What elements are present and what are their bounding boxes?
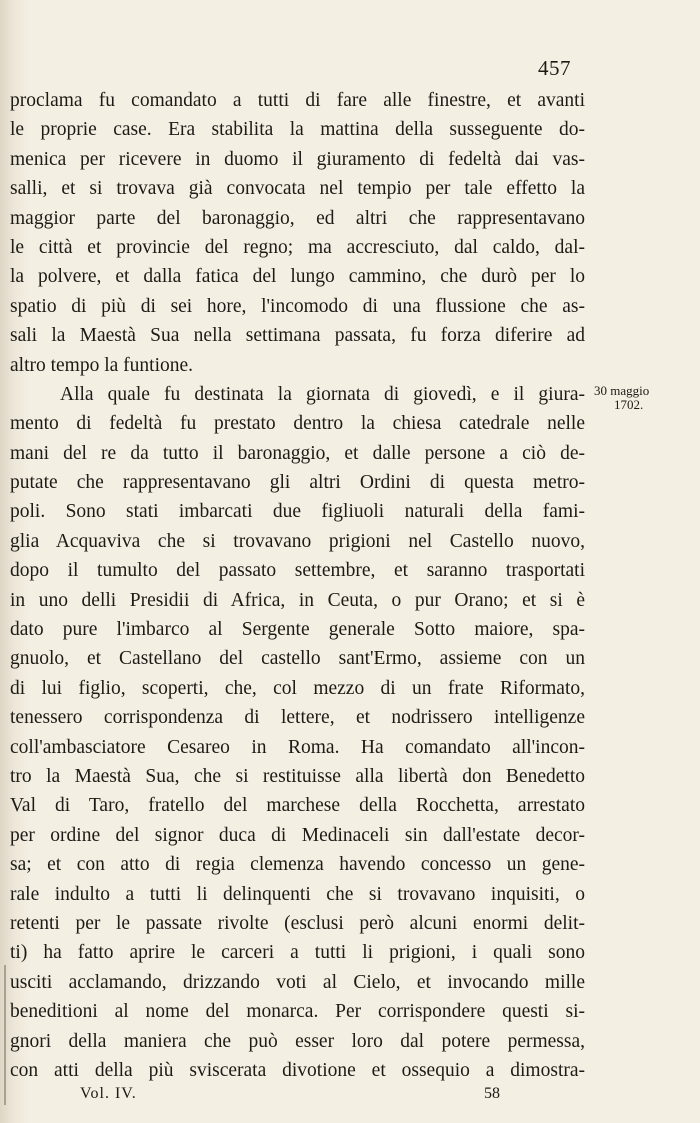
paragraph-end-line: altro tempo la funtione. bbox=[10, 354, 194, 376]
text-line: gnori della maniera che può esser loro dal potere permessa, bbox=[10, 1030, 585, 1052]
margin-date-note bbox=[594, 384, 674, 412]
text-line: poli. Sono stati imbarcati due figliuoli naturali della fami- bbox=[10, 501, 585, 523]
footer-signature: 58 bbox=[484, 1085, 500, 1102]
text-line: con atti della più sviscerata divotione et ossequio a dimostra- bbox=[10, 1059, 585, 1081]
text-line: mani del re da tutto il baronaggio, et dalle persone a ciò de- bbox=[10, 442, 585, 464]
text-line: Val di Taro, fratello del marchese della Rocchetta, arrestato bbox=[10, 795, 585, 817]
paragraph-start-line: Alla quale fu destinata la giornata di giovedì, e il giura- bbox=[60, 383, 585, 405]
text-line: proclama fu comandato a tutti di fare alle finestre, et avanti bbox=[10, 90, 585, 111]
gutter-mark bbox=[4, 965, 6, 1105]
text-line: sa; et con atto di regia clemenza havendo concesso un gene- bbox=[10, 854, 585, 876]
text-line: sali la Maestà Sua nella settimana passata, fu forza diferire ad bbox=[10, 325, 585, 347]
text-line: menica per ricevere in duomo il giuramento di fedeltà dai vas- bbox=[10, 148, 585, 170]
text-line: glia Acquaviva che si trovavano prigioni nel Castello nuovo, bbox=[10, 530, 585, 552]
text-line: rale indulto a tutti li delinquenti che si trovavano inquisiti, o bbox=[10, 883, 585, 905]
text-line: dopo il tumulto del passato settembre, et saranno trasportati bbox=[10, 560, 585, 582]
text-line: putate che rappresentavano gli altri Ordini di questa metro- bbox=[10, 472, 585, 494]
text-line: coll'ambasciatore Cesareo in Roma. Ha comandato all'incon- bbox=[10, 736, 585, 758]
page-number: 457 bbox=[538, 56, 571, 80]
text-line: tro la Maestà Sua, che si restituisse alla libertà don Benedetto bbox=[10, 765, 585, 787]
text-line: tenessero corrispondenza di lettere, et nodrissero intelligenze bbox=[10, 707, 585, 729]
text-line: in uno delli Presidii di Africa, in Ceuta, o pur Orano; et si è bbox=[10, 589, 585, 611]
body-text bbox=[10, 86, 585, 1085]
text-line: beneditioni al nome del monarca. Per corrispondere questi si- bbox=[10, 1001, 585, 1023]
margin-note-date: 30 maggio bbox=[594, 383, 650, 398]
text-line: retenti per le passate rivolte (esclusi però alcuni enormi delit- bbox=[10, 912, 585, 934]
text-line: salli, et si trovava già convocata nel tempio per tale effetto la bbox=[10, 178, 585, 200]
text-line: per ordine del signor duca di Medinaceli sin dall'estate decor- bbox=[10, 824, 585, 846]
text-line: di lui figlio, scoperti, che, col mezzo di un frate Riformato, bbox=[10, 677, 585, 699]
margin-note-year: 1702. bbox=[614, 397, 644, 412]
text-line: mento di fedeltà fu prestato dentro la chiesa catedrale nelle bbox=[10, 413, 585, 435]
text-line: dato pure l'imbarco al Sergente generale Sotto maiore, spa- bbox=[10, 619, 585, 641]
text-line: la polvere, et dalla fatica del lungo cammino, che durò per lo bbox=[10, 266, 585, 288]
text-line: le città et provincie del regno; ma accresciuto, dal caldo, dal- bbox=[10, 236, 585, 258]
text-line: gnuolo, et Castellano del castello sant'Ermo, assieme con un bbox=[10, 648, 585, 670]
text-line: le proprie case. Era stabilita la mattina della susseguente do- bbox=[10, 119, 585, 141]
text-line: ti) ha fatto aprire le carceri a tutti li prigioni, i quali sono bbox=[10, 942, 585, 964]
footer-volume: Vol. IV. bbox=[80, 1085, 137, 1102]
text-line: spatio di più di sei hore, l'incomodo di una flussione che as- bbox=[10, 295, 585, 317]
text-line: usciti acclamando, drizzando voti al Cielo, et invocando mille bbox=[10, 971, 585, 993]
text-line: maggior parte del baronaggio, ed altri che rappresentavano bbox=[10, 207, 585, 229]
